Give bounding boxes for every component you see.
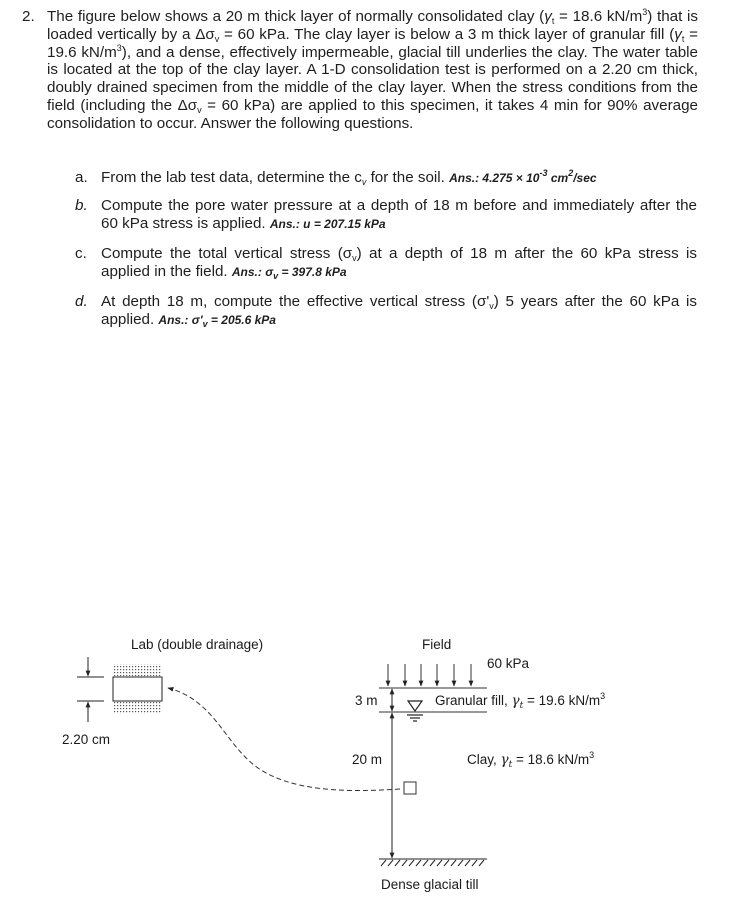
clay-text: Clay,	[467, 752, 501, 767]
question-text: ) 5 years after the 60 kPa is applied.	[101, 293, 698, 328]
consolidation-figure	[0, 600, 755, 912]
subscript: v	[273, 270, 279, 281]
problem-statement	[22, 8, 698, 133]
subscript: v	[197, 104, 202, 115]
lab-title: Lab (double drainage)	[131, 637, 264, 652]
lab-thickness-dimension	[77, 657, 104, 722]
question-c	[75, 245, 697, 282]
problem-number: 2.	[22, 8, 35, 25]
question-text: Compute the total vertical stress (σ	[101, 245, 353, 262]
text-segment: ), and a dense, effectively impermeable, glacial till underlies the clay. The water table is located at the top of the clay layer. A 1-D consolidation test is performed on a 2.20 cm thick, doubly drained specimen from the middle of the clay layer. When the stress conditions from the field (including the Δσ	[47, 43, 698, 114]
superscript: 3	[600, 691, 606, 701]
answer-text: cm	[547, 171, 569, 185]
load-label: 60 kPa	[487, 656, 530, 671]
question-a	[75, 169, 697, 188]
gamma-symbol: γ	[674, 25, 682, 43]
water-table-icon	[407, 701, 423, 721]
answer	[158, 313, 276, 327]
lab-thickness-label: 2.20 cm	[62, 732, 111, 747]
fill-label	[435, 693, 605, 709]
load-arrows	[388, 664, 471, 686]
text-segment: = 60 kPa. The clay layer is below a 3 m thick layer of granular fill (	[219, 25, 675, 43]
question-label: c.	[75, 245, 87, 262]
question-label: d.	[75, 293, 88, 310]
clay-value: = 18.6 kN/m	[512, 752, 590, 767]
question-label: b.	[75, 197, 88, 214]
fill-thickness-label: 3 m	[355, 693, 378, 708]
subscript: v	[202, 318, 208, 329]
subscript: v	[361, 177, 367, 187]
superscript: 3	[642, 7, 648, 17]
gamma-symbol: γ	[500, 752, 509, 768]
subscript: t	[508, 760, 513, 770]
answer-text: = 397.8 kPa	[278, 264, 347, 279]
question-text: Compute the pore water pressure at a depth of 18 m before and immediately after the 60 kPa stress is applied.	[101, 197, 697, 232]
superscript: -3	[539, 168, 548, 178]
porous-stone-bottom	[113, 702, 162, 714]
answer: Ans.: u = 207.15 kPa	[269, 216, 386, 231]
subscript: v	[489, 301, 494, 311]
gamma-symbol: γ	[511, 693, 520, 709]
text-segment: ) that is loaded vertically by a Δσ	[47, 8, 698, 43]
glacial-till-hatch	[379, 859, 487, 866]
subscript: t	[519, 701, 524, 711]
problem-body	[47, 8, 698, 133]
answer-text: = 205.6 kPa	[207, 312, 276, 327]
question-d	[75, 293, 697, 330]
answer-text: Ans.: σ	[231, 264, 274, 279]
lab-specimen	[113, 664, 162, 714]
answer-text: /sec	[573, 171, 597, 185]
base-label: Dense glacial till	[381, 877, 479, 892]
gamma-symbol: γ	[544, 8, 552, 25]
text-segment: = 19.6 kN/m	[47, 25, 698, 61]
superscript: 2	[568, 168, 574, 178]
subscript: t	[551, 16, 555, 26]
question-label: a.	[75, 169, 88, 186]
question-text: for the soil.	[366, 169, 450, 186]
text-segment: = 60 kPa) are applied to this specimen, it takes 4 min for 90% average consolidation to occur. Answer the following questions.	[47, 96, 698, 132]
porous-stone-top	[113, 664, 162, 676]
question-text: From the lab test data, determine the c	[101, 169, 362, 186]
subscript: v	[352, 253, 357, 263]
question-text: ) at a depth of 18 m after the 60 kPa stress is applied in the field.	[101, 245, 698, 280]
answer-text: Ans.: 4.275 × 10	[449, 171, 540, 185]
question-b	[75, 197, 697, 234]
fill-text: Granular fill,	[435, 693, 512, 708]
fill-value: = 19.6 kN/m	[523, 693, 601, 708]
clay-thickness-label: 20 m	[352, 752, 383, 767]
question-text: At depth 18 m, compute the effective vertical stress (σ'	[101, 293, 490, 310]
answer	[232, 265, 347, 279]
text-segment: = 18.6 kN/m	[554, 8, 643, 25]
sample-location-marker	[404, 782, 416, 794]
field-title: Field	[422, 637, 452, 652]
subscript: v	[214, 33, 220, 44]
superscript: 3	[116, 42, 122, 53]
superscript: 3	[589, 750, 595, 760]
answer	[449, 168, 597, 185]
clay-label	[467, 752, 594, 768]
text-segment: The figure below shows a 20 m thick layer of normally consolidated clay (	[47, 8, 545, 25]
answer-text: Ans.: σ'	[158, 312, 203, 327]
subscript: t	[681, 33, 685, 44]
